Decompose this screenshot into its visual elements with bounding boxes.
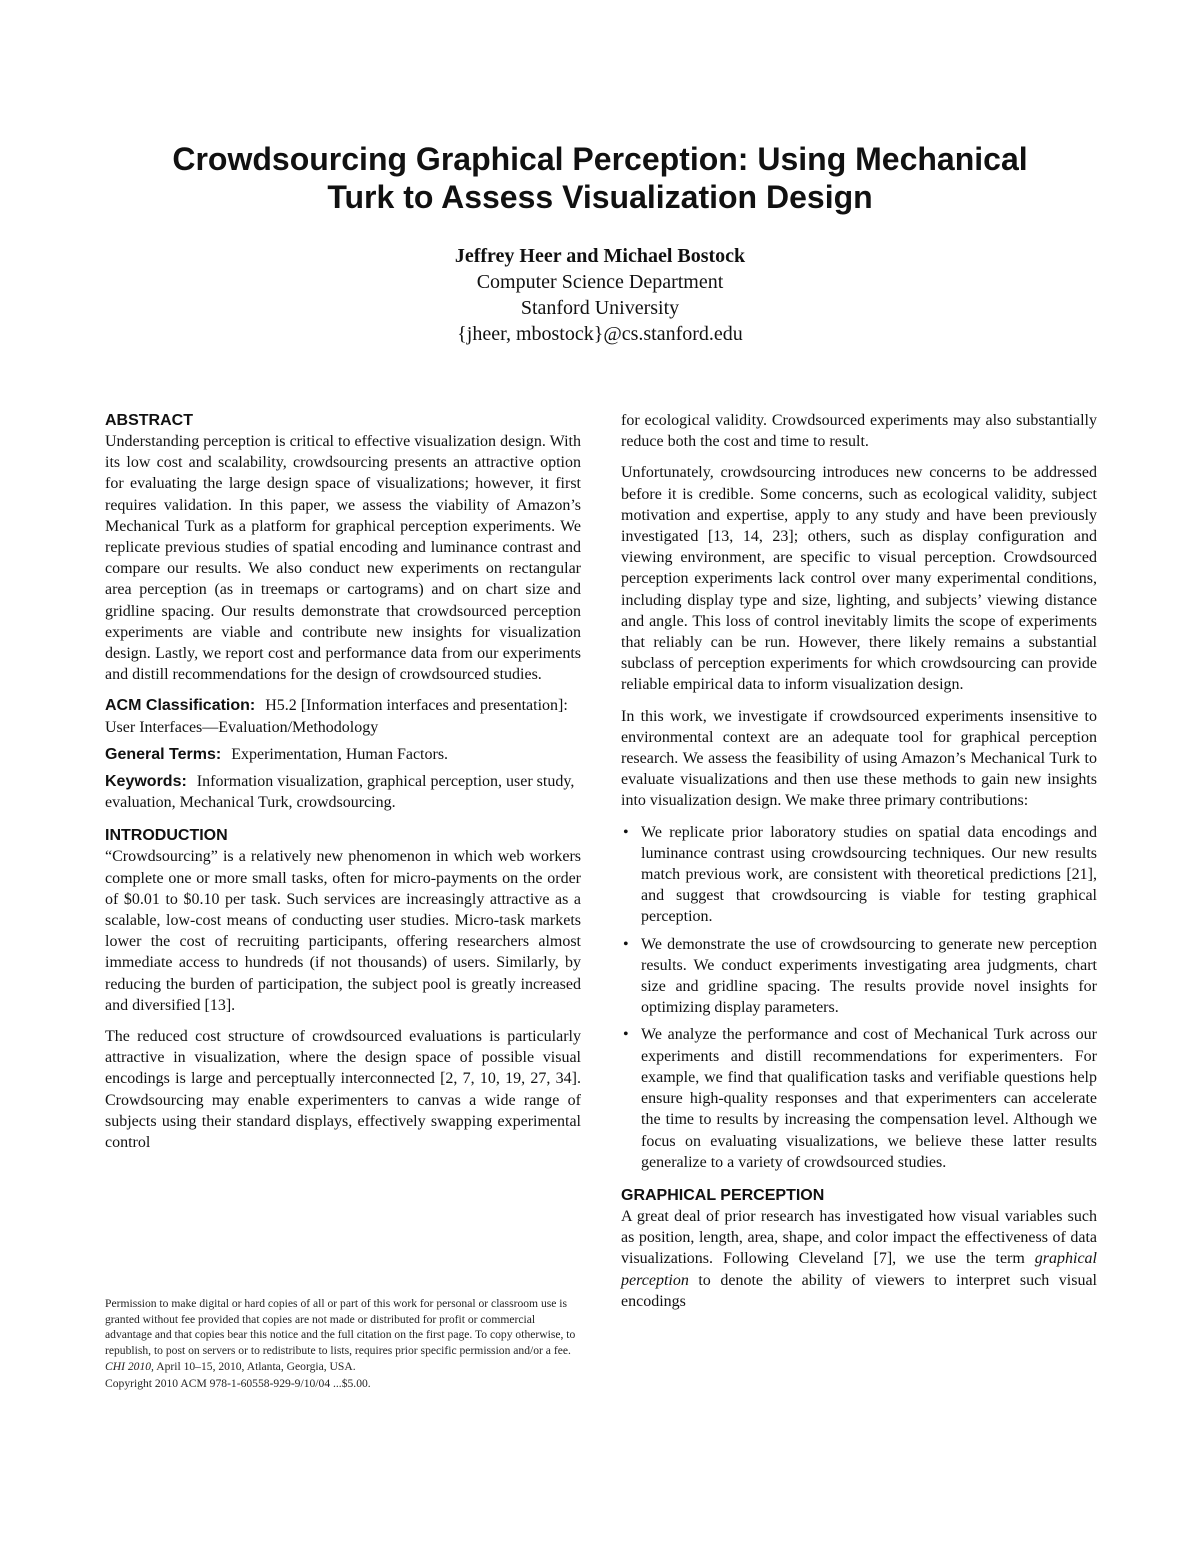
abstract-text: Understanding perception is critical to effective visualization design. With its low cost and scalability, crowdsourcing presents an attractive option for evaluating the large design space of visualizations; however, it first requires validation. In this paper, we assess the viability of Amazon’s Mechanical Turk as a platform for graphical perception experiments. We replicate previous studies of spatial encoding and luminance contrast and compare our results. We also conduct new experiments on rectangular area perception (as in treemaps or cartograms) and on chart size and gridline spacing. Our results demonstrate that crowdsourced perception experiments are viable and contribute new insights for visualization design. Lastly, we report cost and performance data from our experiments and distill recommendations for the design of crowdsourced studies. [105,433,581,684]
graphical-perception-text-start: A great deal of prior research has investigated how visual variables such as position, length, area, shape, and color impact the effectiveness of data visualizations. Following Cleveland [7], we use the term [621,1207,1097,1268]
author-university: Stanford University [520,297,680,319]
keywords-label: Keywords: [105,773,187,791]
title-line-1: Crowdsourcing Graphical Perception: Using Mechanical [172,141,1028,177]
graphical-perception-term: graphical perception [621,1250,1097,1289]
acm-classification [105,695,581,737]
graphical-perception-text-end: to denote the ability of viewers to interpret such visual encodings [621,1271,1097,1310]
introduction-paragraph-1: “Crowdsourcing” is a relatively new phenomenon in which web workers complete one or more small tasks, often for micro-payments on the order of $0.01 to $0.10 per task. Such services are increasingly attractive as a scalable, low-cost means of conducting user studies. Micro-task markets lower the cost of recruiting participants, offering researchers almost immediate access to hundreds (if not thousands) of users. Similarly, by reducing the burden of participation, the subject pool is greatly increased and diversified [13]. [105,848,581,1014]
author-department: Computer Science Department [476,271,724,293]
introduction-paragraph-4: Unfortunately, crowdsourcing introduces new concerns to be addressed before it is credible. Some concerns, such as ecological validity, subject motivation and expertise, apply to any study and have been previously investigated [13, 14, 23]; others, such as display configuration and viewing environment, are specific to visual perception. Crowdsourced perception experiments lack control over many experimental conditions, including display type and size, lighting, and subjects’ viewing distance and angle. This loss of control inevitably limits the scope of experiments that reliably can be run. However, there likely remains a substantial subclass of perception experiments for which crowdsourcing can provide reliable empirical data to inform visualization design. [621,464,1097,694]
paper-title [100,140,1100,216]
bullet-icon: • [623,1026,629,1044]
acm-classification-label: ACM Classification: [105,697,256,715]
general-terms [105,744,581,765]
contribution-text: We demonstrate the use of crowdsourcing to generate new perception results. We conduct experiments investigating area judgments, chart size and gridline spacing. The results provide novel insights for optimizing display parameters. [641,935,1097,1017]
contribution-item [621,934,1097,1019]
introduction-paragraph-2: The reduced cost structure of crowdsourced evaluations is particularly attractive in visualization, where the design space of possible visual encodings is large and perceptually interconnected [2, 7, 10, 19, 27, 34]. Crowdsourcing may enable experimenters to canvas a wide range of subjects using their standard displays, effectively swapping experimental control [105,1028,581,1152]
graphical-perception-heading: GRAPHICAL PERCEPTION [621,1186,825,1204]
contribution-item [621,1024,1097,1172]
introduction-paragraph-5: In this work, we investigate if crowdsourced experiments insensitive to environmental context are an adequate tool for graphical perception research. We assess the feasibility of using Amazon’s Mechanical Turk to evaluate visualizations and then use these methods to gain new insights into visualization design. We make three primary contributions: [621,707,1097,810]
left-column [105,410,581,1163]
graphical-perception-paragraph [621,1206,1097,1312]
permission-notice [105,1296,581,1393]
conference-detail: April 10–15, 2010, Atlanta, Georgia, USA. [153,1360,356,1374]
conference-info [105,1359,581,1375]
conference-name: CHI 2010, [105,1360,154,1374]
introduction-paragraph-3: for ecological validity. Crowdsourced experiments may also substantially reduce both the cost and time to result. [621,412,1097,451]
bullet-icon: • [623,935,629,953]
bullet-icon: • [623,823,629,841]
acm-classification-text: H5.2 [Information interfaces and presentation]: User Interfaces—Evaluation/Methodology [105,697,568,736]
author-block [300,243,900,347]
author-email: {jheer, mbostock}@cs.stanford.edu [457,323,743,345]
contribution-item [621,822,1097,928]
title-line-2: Turk to Assess Visualization Design [327,179,873,215]
author-names: Jeffrey Heer and Michael Bostock [454,245,746,267]
general-terms-label: General Terms: [105,745,222,763]
general-terms-text: Experimentation, Human Factors. [231,745,449,763]
abstract-heading: ABSTRACT [105,412,193,429]
introduction-heading: INTRODUCTION [105,827,228,845]
keywords-text: Information visualization, graphical perception, user study, evaluation, Mechanical Turk, crowdsourcing. [105,773,575,812]
copyright-line: Copyright 2010 ACM 978-1-60558-929-9/10/04 ...$5.00. [105,1376,371,1390]
right-column [621,410,1097,1322]
contribution-text: We replicate prior laboratory studies on spatial data encodings and luminance contrast using crowdsourcing techniques. Our new results match previous work, are consistent with theoretical predictions [21], and suggest that crowdsourcing is viable for testing graphical perception. [641,823,1097,926]
contributions-list [621,822,1097,1173]
permission-text: Permission to make digital or hard copies of all or part of this work for personal or classroom use is granted without fee provided that copies are not made or distributed for profit or commercial advantage and that copies bear this notice and the full citation on the first page. To copy otherwise, to republish, to post on servers or to redistribute to lists, requires prior specific permission and/or a fee. [105,1297,576,1357]
contribution-text: We analyze the performance and cost of Mechanical Turk across our experiments and distill recommendations for experimenters. For example, we find that qualification tasks and verifiable questions help ensure high-quality responses and that experimenters can accelerate the time to results by increasing the compensation level. Although we focus on evaluating visualizations, we believe these latter results generalize to a variety of crowdsourced studies. [641,1026,1097,1171]
keywords [105,771,581,813]
